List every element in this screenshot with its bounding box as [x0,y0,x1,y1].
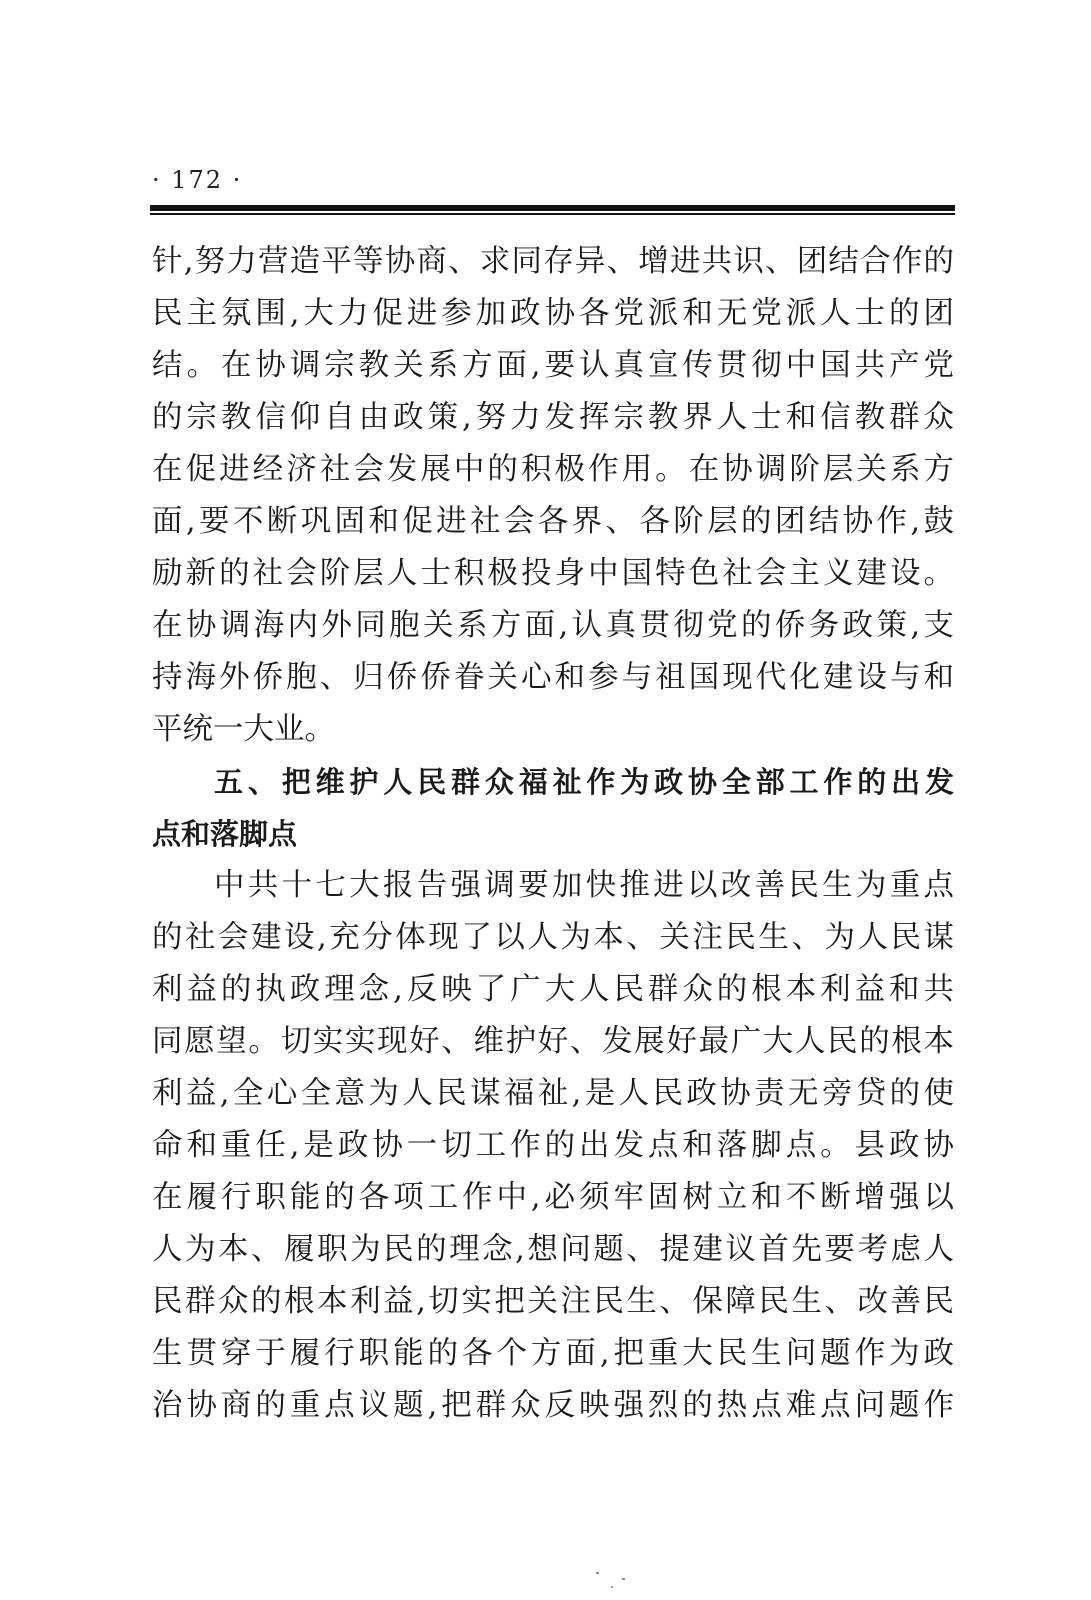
text-line: 民主氛围,大力促进参加政协各党派和无党派人士的团 [152,296,954,331]
text-line: 治协商的重点议题,把群众反映强烈的热点难点问题作 [152,1388,954,1423]
scan-speck [611,1586,613,1588]
text-line: 利益的执政理念,反映了广大人民群众的根本利益和共 [152,972,954,1007]
text-line: 励新的社会阶层人士积极投身中国特色社会主义建设。 [152,556,954,591]
text-line: 利益,全心全意为人民谋福祉,是人民政协责无旁贷的使 [152,1076,954,1111]
heading-line: 点和落脚点 [152,817,298,851]
text-line: 针,努力营造平等协商、求同存异、增进共识、团结合作的 [152,244,954,279]
heading-line: 五、把维护人民群众福祉作为政协全部工作的出发 [214,765,954,799]
text-line: 面,要不断巩固和促进社会各界、各阶层的团结协作,鼓 [152,504,954,539]
text-line: 的社会建设,充分体现了以人为本、关注民生、为人民谋 [152,920,954,955]
text-line: 在协调海内外同胞关系方面,认真贯彻党的侨务政策,支 [152,608,954,643]
header-rule-thick [150,205,955,211]
text-line: 人为本、履职为民的理念,想问题、提建议首先要考虑人 [152,1232,954,1267]
paragraph-main [152,860,954,1432]
text-line: 在促进经济社会发展中的积极作用。在协调阶层关系方 [152,452,954,487]
text-line: 生贯穿于履行职能的各个方面,把重大民生问题作为政 [152,1336,954,1371]
scan-speck [622,1578,625,1580]
text-line: 结。在协调宗教关系方面,要认真宣传贯彻中国共产党 [152,348,954,383]
text-line: 同愿望。切实实现好、维护好、发展好最广大人民的根本 [152,1024,954,1059]
section-heading [152,756,954,860]
text-line: 民群众的根本利益,切实把关注民生、保障民生、改善民 [152,1284,954,1319]
scan-speck [596,1572,599,1574]
text-line: 在履行职能的各项工作中,必须牢固树立和不断增强以 [152,1180,954,1215]
page-number: · 172 · [152,166,243,194]
paragraph-continued [152,236,954,756]
text-line: 平统一大业。 [152,712,335,747]
header-rule-thin [150,213,955,215]
text-line: 的宗教信仰自由政策,努力发挥宗教界人士和信教群众 [152,400,954,435]
text-line: 持海外侨胞、归侨侨眷关心和参与祖国现代化建设与和 [152,660,954,695]
text-line: 中共十七大报告强调要加快推进以改善民生为重点 [214,868,954,903]
text-line: 命和重任,是政协一切工作的出发点和落脚点。县政协 [152,1128,954,1163]
